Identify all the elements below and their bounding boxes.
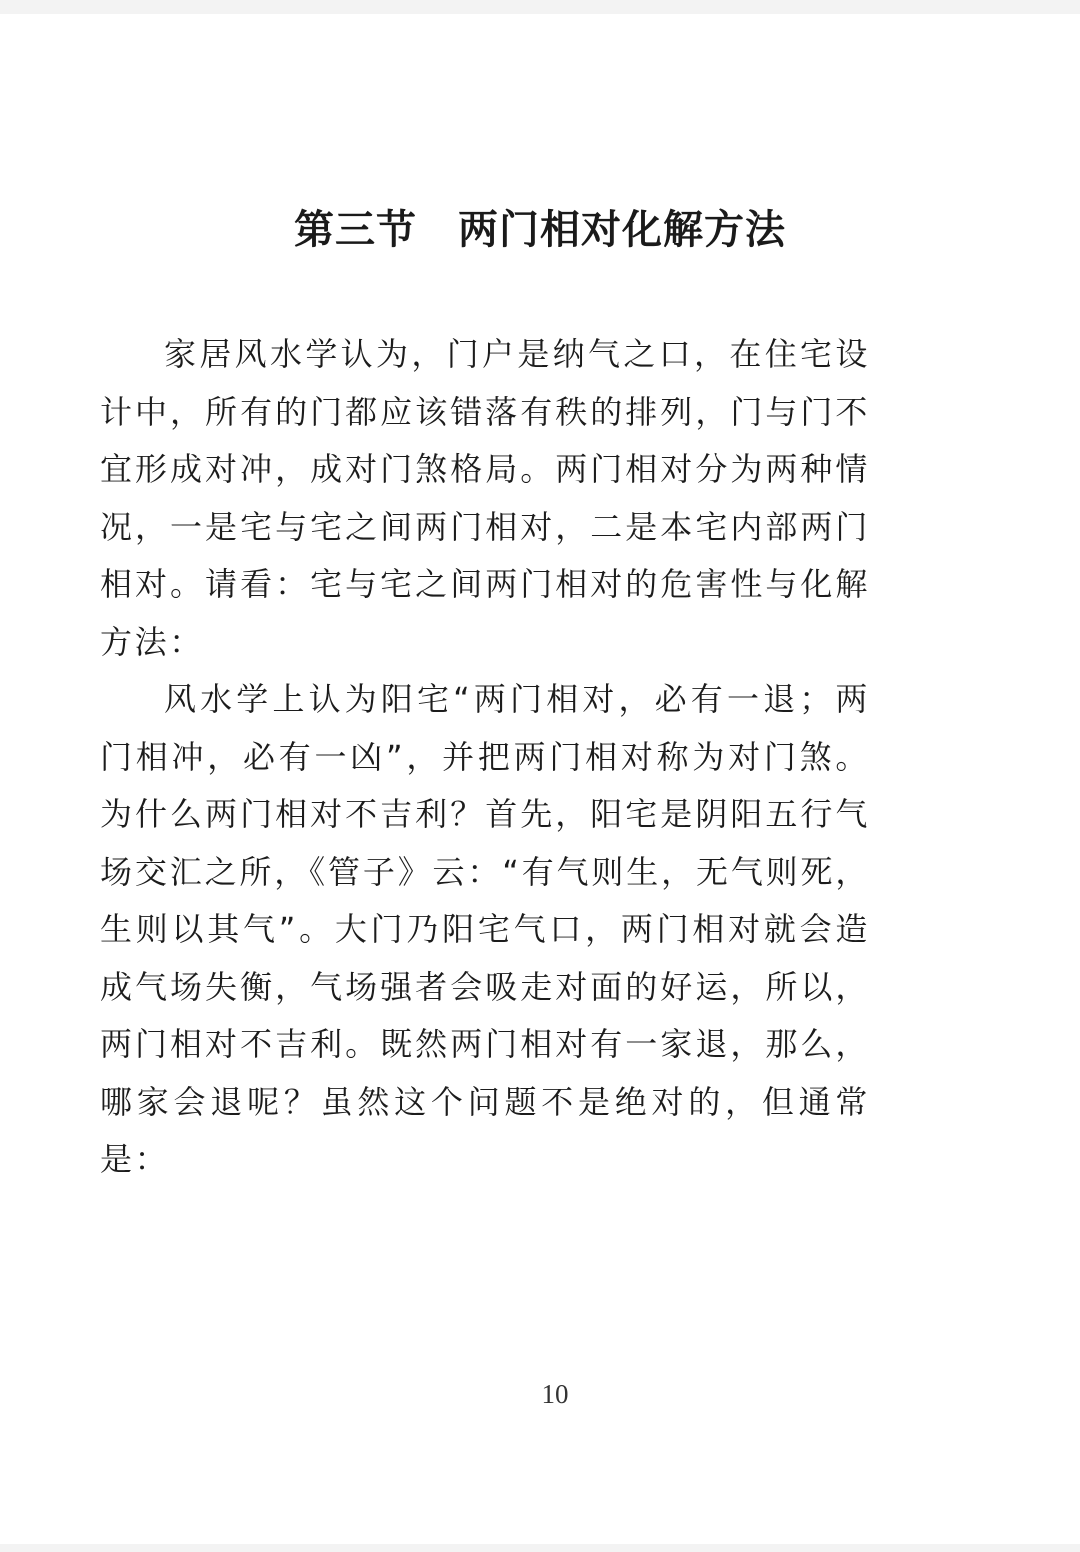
paragraph-2: 风水学上认为阳宅“两门相对，必有一退；两门相冲，必有一凶”，并把两门相对称为对门煞。为什么两门相对不吉利？首先，阳宅是阴阳五行气场交汇之所，《管子》云：“有气则生，无气则死，生则以其气”。大门乃阳宅气口，两门相对就会造成气场失衡，气场强者会吸走对面的好运，所以，两门相对不吉利。既然两门相对有一家退，那么，哪家会退呢？虽然这个问题不是绝对的，但通常是： [100, 680, 870, 1178]
paragraph-1: 家居风水学认为，门户是纳气之口，在住宅设计中，所有的门都应该错落有秩的排列，门与门不宜形成对冲，成对门煞格局。两门相对分为两种情况，一是宅与宅之间两门相对，二是本宅内部两门相对。请看：宅与宅之间两门相对的危害性与化解方法： [100, 335, 870, 661]
page-number: 10 [541, 1379, 569, 1409]
section-title: 第三节 两门相对化解方法 [294, 206, 786, 253]
body-text [100, 326, 870, 1189]
book-page [0, 14, 1080, 1544]
